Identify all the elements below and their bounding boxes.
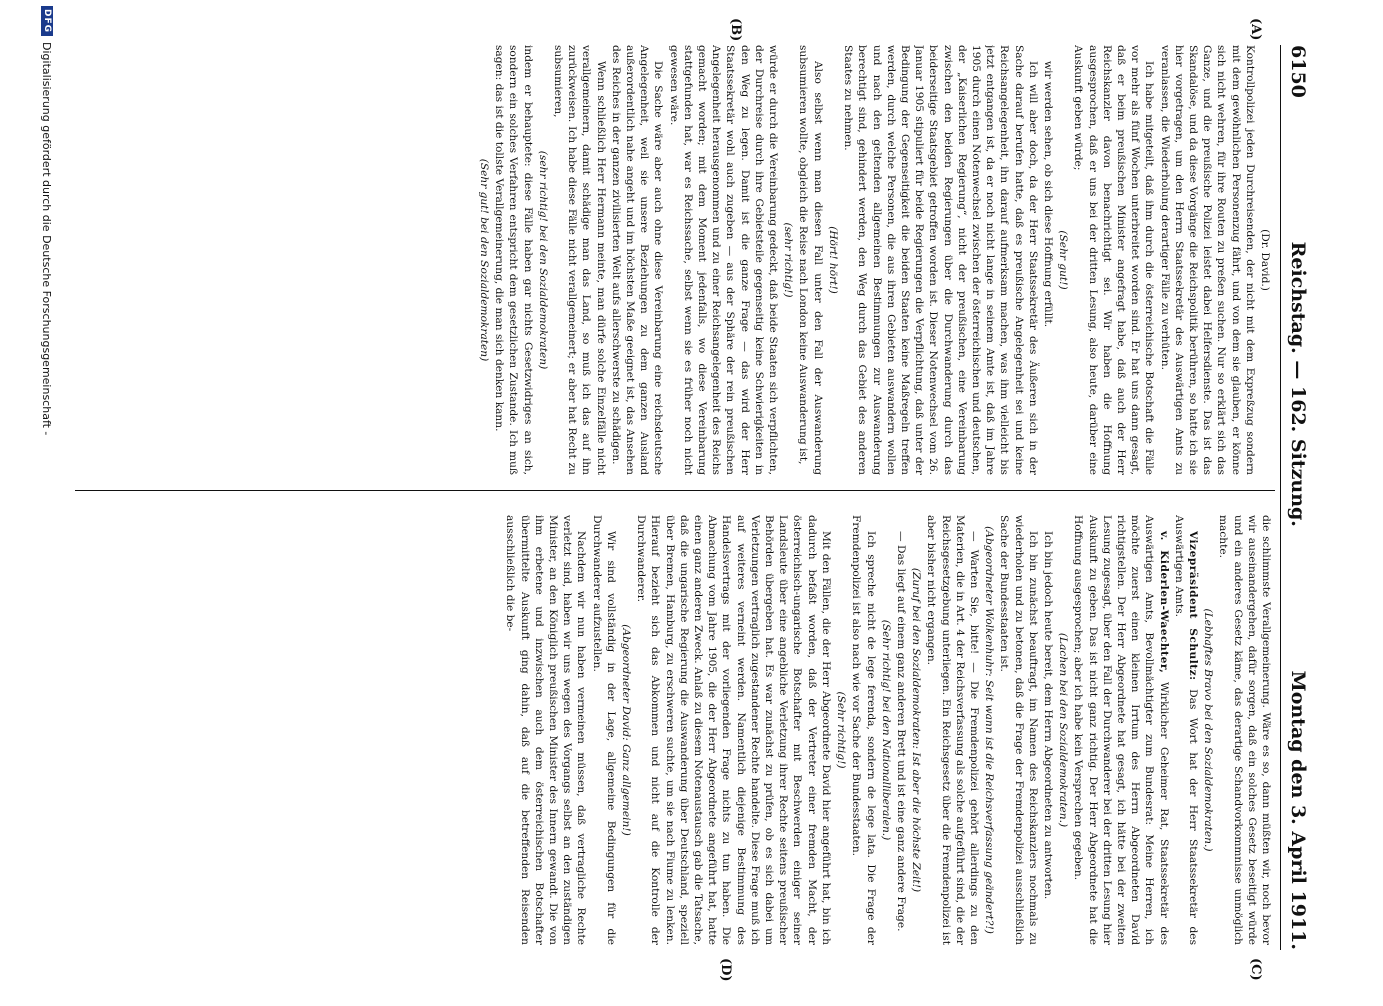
- margin-mark-c: (C): [1248, 958, 1263, 981]
- digitization-credit: Digitalisierung gefördert durch die Deutsche Forschungsgemeinschaft -: [40, 42, 54, 436]
- right-column: [73, 515, 1273, 945]
- speaker-paragraph: [1172, 515, 1200, 945]
- interjection: (Lebhaftes Bravo bei den Sozialdemokraten.): [1202, 608, 1215, 852]
- interjection: (sehr richtig! bei den Sozialdemokraten): [536, 150, 549, 370]
- paragraph: Ich bin zunächst beauftragt, im Namen des Reichskanzlers nochmals zu wiederholen und zu betonen, daß die Frage der Fremdenpolizei ausschließlich Sache der Bundesstaaten ist.: [998, 515, 1039, 945]
- dfg-logo: DFG: [41, 6, 53, 36]
- interjection: (Hört! hört!): [826, 226, 839, 294]
- page-title: Reichstag. — 162. Sitzung.: [1287, 241, 1309, 527]
- page-number: 6150: [1287, 45, 1309, 98]
- paragraph: Ich spreche nicht de lege ferenda, sondern de lege lata. Die Frage der Fremdenpolizei ist also nach wie vor Sache der Bundesstaaten.: [850, 515, 877, 945]
- paragraph: — Warten Sie, bitte! — Die Fremdenpolizei gehört allerdings zu den Materien, die in Art. 4 der Reichsverfassung als solche aufgeführt sind, die der Reichsgesetzgebung unterliegen. Ein Reichsgesetz über die Fremdenpolizei ist aber bisher nicht ergangen.: [925, 515, 980, 945]
- paragraph: wir werden sehen, ob sich diese Hoffnung erfüllt.: [1041, 61, 1054, 328]
- speaker-running-head: (Dr. David.): [1259, 229, 1271, 291]
- paragraph: Kontrollpolizei jeden Durchreisenden, der nicht mit dem Expreßzug sondern mit dem gewöhnlichen Personenzug fährt, und von dem sie glauben, er könne sich nicht wehren, für ihre Routen zu preßen suchen. Nur so erklärt sich das Ganze, und die preußische Polizei leistet dabei Helfersdienste. Das ist das Skandalöse, und da diese Vorgänge die Reichspolitik berühren, so hatte ich sie hier vorgetragen, um den Herrn Staatssekretär des Auswärtigen Amts zu veranlassen, die Wiederholung derartiger Fälle zu verhüten.: [1158, 45, 1256, 475]
- margin-mark-d: (D): [718, 958, 733, 982]
- interjection: (Abgeordneter Wolkenhuhr: Seit wann ist die Reichsverfassung geändert?!): [983, 526, 996, 934]
- paragraph: Ich bin jedoch heute bereit, dem Herrn Abgeordneten zu antworten.: [1041, 531, 1054, 900]
- paragraph: Ich habe mitgeteilt, daß ihm durch die österreichische Botschaft die Fälle vor mehr als fünf Wochen unterbreitet worden sind. Er hat uns dann gesagt, daß er beim preußischen Minister angefragt habe, daß auch der Herr Reichskanzler davon benachrichtigt sei. Wir haben die Hoffnung ausgesprochen, daß er uns bei der dritten Lesung, also heute, darüber eine Auskunft geben würde;: [1072, 45, 1156, 475]
- paragraph: die schlimmste Verallgemeinerung. Wäre es so, dann müßten wir, noch bevor wir auseinandergehen, dafür sorgen, daß ein solches Gesetz beseitigt würde und ein anderes Gesetz käme, das derartige Schandvorkommnisse unmöglich machte.: [1217, 515, 1272, 945]
- paragraph: Nachdem wir nun haben vermeinen müssen, daß vertragliche Rechte verletzt sind, haben wir uns wegen des Vorgangs selbst an den zuständigen Minister, an den Königlich preußischen Minister des Innern gewandt. Die von ihm erbetene und inzwischen auch dem österreichischen Botschafter übermittelte Auskunft ging dahin, daß auf die betreffenden Reisenden ausschließlich die be-: [504, 515, 588, 945]
- paragraph: — Das liegt auf einem ganz anderen Brett und ist eine ganz andere Frage.: [894, 531, 907, 932]
- interjection: (Lachen bei den Sozialdemokraten.): [1057, 632, 1070, 828]
- paragraph: Also selbst wenn man diesen Fall unter den Fall der Auswanderung subsumieren wollte, obgleich die Reise nach London keine Auswanderung ist,: [797, 45, 824, 475]
- speech-text: Wirklicher Geheimer Rat, Staatssekretär des Auswärtigen Amts, Bevollmächtigter zum Bundesrat: Meine Herren, ich möchte zuerst einen kleinen Irrtum des Herrn Abgeordneten David richtigstellen. Der Herr Abgeordnete hat gesagt, ich hätte bei der zweiten Lesung zugesagt, über den Fall der Durchwanderer bei der dritten Lesung hier Auskunft zu geben. Das ist nicht ganz richtig. Der Herr Abgeordnete hat die Hoffnung ausgesprochen; aber ich habe kein Versprechen gegeben.: [1072, 515, 1170, 945]
- paragraph: Wenn schließlich Herr Hermann meinte, man dürfe solche Einzelfälle nicht verallgemeinern, damit schädige man das Land, so muß ich das auf ihn zurückweisen. Ich habe diese Fälle nicht verallgemeinert; er aber hat Recht zu subsumieren,: [552, 45, 607, 475]
- column-divider: [75, 490, 1275, 491]
- paragraph: indem er behauptete: diese Fälle haben gar nichts Gesetzwidriges an sich, sondern ein solches Verfahren entspricht dem gesetzlichen Zustande. Ich muß sagen: das ist die tollste Verallgemeinerung, die man sich denken kann.: [493, 45, 534, 475]
- interjection: (Sehr gut! bei den Sozialdemokraten): [478, 158, 491, 362]
- interjection: (Abgeordneter David: Ganz allgemein!): [620, 624, 633, 836]
- paragraph: Die Sache wäre aber auch ohne diese Vereinbarung eine reichsdeutsche Angelegenheit, weil sie unsere Beziehungen zu dem ganzen Ausland außerordentlich nahe angeht und im höchsten Maße geeignet ist, das Ansehen des Reiches in der ganzen zivilisierten Welt aufs allerschwerste zu schädigen.: [609, 45, 665, 475]
- interjection: (sehr richtig!): [782, 222, 795, 298]
- interjection: (Sehr gut!): [1057, 230, 1070, 290]
- page-header: [1278, 45, 1318, 950]
- header-rule: [1280, 45, 1281, 950]
- margin-mark-a: (A): [1248, 18, 1263, 41]
- left-column: [73, 45, 1273, 475]
- paragraph: würde er durch die Vereinbarung gedeckt, daß beide Staaten sich verpflichten, der Durchreise durch ihre Gebietsteile gegenseitig keine Schwierigkeiten in den Weg zu legen. Damit ist die ganze Frage — das wird der Herr Staatssekretär wohl auch zugeben — aus der Sphäre der rein preußischen Angelegenheit herausgenommen und zu einer Reichsangelegenheit des Reichs gemacht worden; mit dem Moment jedenfalls, wo diese Vereinbarung stattgefunden hat, war es Reichssache, selbst wenn sie es früher noch nicht gewesen wäre.: [667, 45, 780, 475]
- speaker-name: Vizepräsident Schultz:: [1186, 531, 1199, 681]
- speaker-paragraph: [1071, 515, 1170, 945]
- paragraph: Mit den Fällen, die der Herr Abgeordnete David hier angeführt hat, bin ich dadurch befaßt worden, daß der Vertreter einer fremden Macht, der österreichisch-ungarische Botschafter mit Beschwerden einiger seiner Landsleute über eine angebliche Verletzung ihrer Rechte seitens preußischer Behörden übergeben hat. Es war zunächst zu prüfen, ob es sich dabei um Verletzungen vertraglich zugestandener Rechte handelte. Diese Frage muß ich auf weiteres verneint werden. Namentlich diejenige Bestimmung des Handelsvertrags mit der vorliegenden Frage nichts zu tun haben. Die Abmachung vom Jahre 1905, die der Herr Abgeordnete angeführt hat, hatte einen ganz anderen Zweck. Anlaß zu diesem Notenaustausch gab die Tatsache, daß die ungarische Regierung die Auswanderung über Deutschland, speziell über Bremen, Hamburg, zu erschweren suchte, um sie nach Fiume zu lenken. Hierauf bezieht sich das Abkommen und nicht auf die Kontrolle der Durchwanderer.: [635, 515, 832, 945]
- interjection: (Sehr richtig! bei den Nationalliberalen.): [879, 619, 892, 841]
- interjection: (Zuruf bei den Sozialdemokraten: Ist aber die höchste Zeit!): [910, 567, 923, 893]
- footer: [36, 0, 58, 1006]
- paragraph: Wir sind vollständig in der Lage, allgemeine Bedingungen für die Durchwanderer aufzustellen.: [590, 515, 617, 945]
- margin-mark-b: (B): [728, 18, 743, 42]
- paragraph: Ich will aber doch, da der Herr Staatssekretär des Äußeren sich in der Sache darauf berufen hatte, daß es preußische Angelegenheit sei und keine Reichsangelegenheit, ihn darauf aufmerksam machen, was ihm vielleicht bis jetzt entgangen ist, da er noch nicht lange in seinem Amte ist, daß im Jahre 1905 durch einen Notenwechsel zwischen der österreichischen und deutschen, der „Kaiserlichen Regierung“, nicht der preußischen, eine Vereinbarung zwischen den beiden Regierungen über die Durchwanderung durch das beiderseitige Staatsgebiet getroffen worden ist. Dieser Notenwechsel vom 26. Januar 1905 stipuliert für beide Regierungen die Verpflichtung, daß unter der Bedingung der Gegenseitigkeit die beiden Staaten keine Maßregeln treffen werden, durch welche Personen, die aus ihren Gebieten auswandern wollen und nach den geltenden allgemeinen Bestimmungen zur Auswanderung berechtigt sind, gehindert werden, den Weg durch das Gebiet des anderen Staates zu nehmen.: [842, 45, 1039, 475]
- speaker-name: v. Kiderlen-Waechter,: [1157, 531, 1170, 674]
- speech-text: Das Wort hat der Herr Staatssekretär des Auswärtigen Amts.: [1172, 515, 1199, 945]
- interjection: (Sehr richtig!): [835, 691, 848, 769]
- session-date: Montag den 3. April 1911.: [1287, 670, 1309, 950]
